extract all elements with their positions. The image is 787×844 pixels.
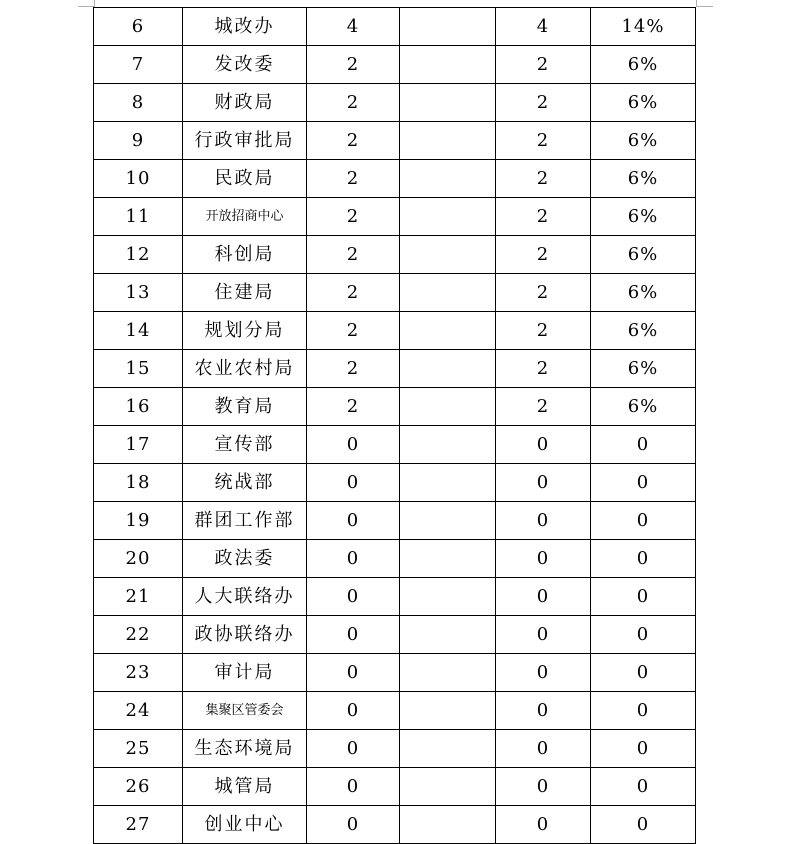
value-cell-a: 2 <box>307 122 400 160</box>
table-row <box>94 46 696 84</box>
value-cell-c: 0 <box>496 464 591 502</box>
row-number-cell: 24 <box>94 692 183 730</box>
table-row <box>94 692 696 730</box>
value-cell-c: 2 <box>496 84 591 122</box>
department-cell: 生态环境局 <box>183 730 307 768</box>
value-cell-a: 0 <box>307 426 400 464</box>
value-cell-b <box>400 730 496 768</box>
percentage-cell: 14% <box>591 8 696 46</box>
percentage-cell: 0 <box>591 426 696 464</box>
row-number-cell: 7 <box>94 46 183 84</box>
percentage-cell: 6% <box>591 236 696 274</box>
value-cell-a: 2 <box>307 350 400 388</box>
department-cell: 教育局 <box>183 388 307 426</box>
value-cell-a: 0 <box>307 692 400 730</box>
department-cell: 住建局 <box>183 274 307 312</box>
department-cell: 政法委 <box>183 540 307 578</box>
department-cell: 群团工作部 <box>183 502 307 540</box>
value-cell-b <box>400 46 496 84</box>
value-cell-a: 0 <box>307 502 400 540</box>
value-cell-b <box>400 578 496 616</box>
row-number-cell: 17 <box>94 426 183 464</box>
row-number-cell: 6 <box>94 8 183 46</box>
value-cell-a: 0 <box>307 730 400 768</box>
table-row <box>94 350 696 388</box>
table-row <box>94 540 696 578</box>
table-row <box>94 768 696 806</box>
table-row <box>94 730 696 768</box>
row-number-cell: 16 <box>94 388 183 426</box>
row-number-cell: 10 <box>94 160 183 198</box>
value-cell-a: 2 <box>307 236 400 274</box>
row-number-cell: 14 <box>94 312 183 350</box>
value-cell-a: 0 <box>307 654 400 692</box>
percentage-cell: 0 <box>591 578 696 616</box>
department-cell: 农业农村局 <box>183 350 307 388</box>
value-cell-b <box>400 502 496 540</box>
value-cell-c: 2 <box>496 122 591 160</box>
value-cell-c: 0 <box>496 654 591 692</box>
value-cell-a: 0 <box>307 540 400 578</box>
value-cell-a: 2 <box>307 198 400 236</box>
department-stats-table <box>93 7 696 844</box>
table-row <box>94 160 696 198</box>
value-cell-a: 4 <box>307 8 400 46</box>
table-row <box>94 654 696 692</box>
value-cell-b <box>400 540 496 578</box>
value-cell-a: 0 <box>307 806 400 844</box>
value-cell-c: 0 <box>496 540 591 578</box>
value-cell-a: 2 <box>307 160 400 198</box>
department-cell: 审计局 <box>183 654 307 692</box>
value-cell-c: 4 <box>496 8 591 46</box>
value-cell-a: 0 <box>307 768 400 806</box>
percentage-cell: 0 <box>591 692 696 730</box>
value-cell-c: 0 <box>496 578 591 616</box>
value-cell-c: 2 <box>496 160 591 198</box>
value-cell-b <box>400 692 496 730</box>
percentage-cell: 6% <box>591 84 696 122</box>
percentage-cell: 0 <box>591 540 696 578</box>
percentage-cell: 6% <box>591 122 696 160</box>
table-row <box>94 616 696 654</box>
value-cell-b <box>400 464 496 502</box>
department-cell: 集聚区管委会 <box>183 692 307 730</box>
row-number-cell: 8 <box>94 84 183 122</box>
table-row <box>94 502 696 540</box>
row-number-cell: 13 <box>94 274 183 312</box>
value-cell-c: 0 <box>496 502 591 540</box>
percentage-cell: 0 <box>591 806 696 844</box>
value-cell-a: 2 <box>307 46 400 84</box>
row-number-cell: 21 <box>94 578 183 616</box>
row-number-cell: 15 <box>94 350 183 388</box>
page-corner-mark-right <box>696 0 713 7</box>
table-row <box>94 312 696 350</box>
department-cell: 行政审批局 <box>183 122 307 160</box>
percentage-cell: 6% <box>591 350 696 388</box>
table-row <box>94 198 696 236</box>
value-cell-a: 0 <box>307 464 400 502</box>
table-row <box>94 388 696 426</box>
percentage-cell: 0 <box>591 768 696 806</box>
percentage-cell: 6% <box>591 312 696 350</box>
value-cell-a: 2 <box>307 312 400 350</box>
row-number-cell: 27 <box>94 806 183 844</box>
value-cell-a: 2 <box>307 84 400 122</box>
table-row <box>94 84 696 122</box>
percentage-cell: 6% <box>591 46 696 84</box>
percentage-cell: 6% <box>591 388 696 426</box>
row-number-cell: 18 <box>94 464 183 502</box>
department-cell: 民政局 <box>183 160 307 198</box>
row-number-cell: 25 <box>94 730 183 768</box>
value-cell-c: 2 <box>496 350 591 388</box>
value-cell-c: 2 <box>496 46 591 84</box>
department-cell: 统战部 <box>183 464 307 502</box>
value-cell-b <box>400 122 496 160</box>
value-cell-b <box>400 198 496 236</box>
value-cell-c: 0 <box>496 616 591 654</box>
department-cell: 发改委 <box>183 46 307 84</box>
table-body <box>94 8 696 844</box>
value-cell-c: 2 <box>496 274 591 312</box>
page-corner-mark-left <box>78 0 95 7</box>
row-number-cell: 11 <box>94 198 183 236</box>
value-cell-b <box>400 8 496 46</box>
value-cell-a: 0 <box>307 578 400 616</box>
department-cell: 财政局 <box>183 84 307 122</box>
percentage-cell: 0 <box>591 730 696 768</box>
percentage-cell: 6% <box>591 198 696 236</box>
table-row <box>94 464 696 502</box>
table-row <box>94 236 696 274</box>
value-cell-b <box>400 426 496 464</box>
value-cell-c: 2 <box>496 388 591 426</box>
table-row <box>94 578 696 616</box>
row-number-cell: 20 <box>94 540 183 578</box>
value-cell-b <box>400 312 496 350</box>
value-cell-c: 0 <box>496 426 591 464</box>
department-cell: 城管局 <box>183 768 307 806</box>
value-cell-b <box>400 616 496 654</box>
value-cell-b <box>400 654 496 692</box>
department-cell: 创业中心 <box>183 806 307 844</box>
value-cell-c: 0 <box>496 730 591 768</box>
value-cell-b <box>400 388 496 426</box>
value-cell-b <box>400 160 496 198</box>
row-number-cell: 12 <box>94 236 183 274</box>
table-row <box>94 806 696 844</box>
percentage-cell: 0 <box>591 464 696 502</box>
department-cell: 规划分局 <box>183 312 307 350</box>
percentage-cell: 0 <box>591 654 696 692</box>
percentage-cell: 6% <box>591 274 696 312</box>
table-row <box>94 122 696 160</box>
value-cell-a: 0 <box>307 616 400 654</box>
value-cell-a: 2 <box>307 274 400 312</box>
value-cell-b <box>400 768 496 806</box>
row-number-cell: 26 <box>94 768 183 806</box>
value-cell-c: 2 <box>496 236 591 274</box>
row-number-cell: 22 <box>94 616 183 654</box>
row-number-cell: 23 <box>94 654 183 692</box>
value-cell-c: 2 <box>496 312 591 350</box>
row-number-cell: 19 <box>94 502 183 540</box>
value-cell-a: 2 <box>307 388 400 426</box>
department-cell: 城改办 <box>183 8 307 46</box>
row-number-cell: 9 <box>94 122 183 160</box>
table-row <box>94 426 696 464</box>
percentage-cell: 6% <box>591 160 696 198</box>
table-row <box>94 274 696 312</box>
value-cell-b <box>400 274 496 312</box>
department-cell: 科创局 <box>183 236 307 274</box>
department-cell: 政协联络办 <box>183 616 307 654</box>
table-row <box>94 8 696 46</box>
value-cell-c: 0 <box>496 692 591 730</box>
value-cell-b <box>400 806 496 844</box>
value-cell-c: 0 <box>496 768 591 806</box>
percentage-cell: 0 <box>591 502 696 540</box>
value-cell-b <box>400 350 496 388</box>
value-cell-c: 0 <box>496 806 591 844</box>
value-cell-b <box>400 84 496 122</box>
department-cell: 开放招商中心 <box>183 198 307 236</box>
department-cell: 人大联络办 <box>183 578 307 616</box>
value-cell-b <box>400 236 496 274</box>
department-cell: 宣传部 <box>183 426 307 464</box>
percentage-cell: 0 <box>591 616 696 654</box>
value-cell-c: 2 <box>496 198 591 236</box>
